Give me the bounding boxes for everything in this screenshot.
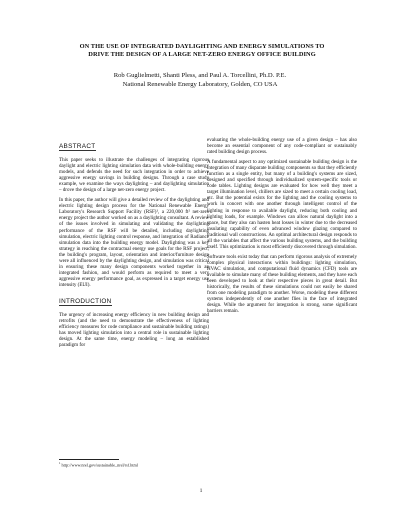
page-number: 1 xyxy=(199,488,203,494)
right-column xyxy=(207,137,357,318)
left-column xyxy=(59,143,209,352)
abstract-heading: ABSTRACT xyxy=(59,143,96,150)
body-paragraph-3: Software tools exist today that can perform rigorous analysis of extremely complex physical interactions within buildings: lighting simulation, HVAC simulation, and computational fluid dynamics (CFD) tools are available to simulate many of these building elements, and they have each been developed to look at their respective pieces in great detail. But historically, the results of these simulations could not easily be shared from one modeling paradigm to another. Worse, modeling these different systems independently of one another flies in the face of integrated design. While the argument for integration is strong, some significant barriers remain. xyxy=(207,253,357,315)
author-names: Rob Guglielmetti, Shanti Pless, and Paul A. Torcellini, Ph.D. P.E. xyxy=(113,72,287,79)
body-paragraph-2: A fundamental aspect to any optimized sustainable building design is the integration of many disparate building components so that they efficiently function as a single entity, but many of a building's systems are sized, designed and specified through individualized system-specific tools or code tables. Lighting designs are evaluated for how well they meet a target illumination level, chillers are sized to meet a certain cooling load, etc. But the potential exists for the lighting and the cooling systems to work in concert with one another through intelligent control of the lighting in response to available daylight, reducing both cooling and lighting loads, for example. Windows can allow natural daylight into a space, but they also can hasten heat losses in winter due to the decreased insulating capability of even advanced window glazing compared to traditional wall constructions. An optimal architectural design responds to all the variables that affect the various building systems, and the building itself. This optimization is most efficiently discovered through simulation. xyxy=(207,159,357,250)
footnote-rule xyxy=(59,459,119,460)
introduction-heading: INTRODUCTION xyxy=(59,297,112,305)
footnote-link[interactable]: http://www.nrel.gov/sustainable_nrel/rsf.html xyxy=(61,462,138,468)
author-affiliation: National Renewable Energy Laboratory, Golden, CO USA xyxy=(122,80,278,88)
title-line-1: ON THE USE OF INTEGRATED DAYLIGHTING AND ENERGY SIMULATIONS TO xyxy=(79,43,325,50)
abstract-paragraph-1: This paper seeks to illustrate the challenges of integrating rigorous daylight and electric lighting simulation data with whole-building energy models, and defends the need for such integration in order to achieve aggressive energy savings in building designs. Through a case study example, we examine the ways daylighting – and daylighting simulation – drove the design of a large net-zero energy project. xyxy=(59,157,209,194)
paper-title xyxy=(52,43,352,58)
abstract-paragraph-2: In this paper, the author will give a detailed review of the daylighting and electric lighting design process for the National Renewable Energy Laboratory's Research Support Facility (RSF)¹, a 220,000 ft² net-zero energy project the author worked on as a daylighting consultant. A review of the issues involved in simulating and validating the daylighting performance of the RSF will be detailed, including daylighting simulation, electric lighting control response, and integration of Radiance simulation data into the building energy model. Daylighting was a key strategy in reaching the contractual energy use goals for the RSF project; the building's program, layout, orientation and interior/furniture design were all influenced by the daylighting design, and simulation was critical in ensuring these many design components worked together in an integrated fashion, and would perform as required to meet a very aggressive energy performance goal, as expressed in a target energy use intensity (EUI). xyxy=(59,197,209,288)
title-line-2: DRIVE THE DESIGN OF A LARGE NET-ZERO ENERGY OFFICE BUILDING xyxy=(88,50,316,58)
author-block xyxy=(40,72,360,89)
footnote-marker: 1 xyxy=(59,461,61,465)
body-paragraph-1: evaluating the whole-building energy use of a given design – has also become an essential component of any code-compliant or sustainably rated building design process. xyxy=(207,137,357,156)
introduction-paragraph-1: The urgency of increasing energy efficiency in new building design and retrofits (and the need to demonstrate the effectiveness of lighting efficiency measures for code compliance and sustainable building ratings) has moved lighting simulation into a central role in sustainable lighting design. At the same time, energy modeling – long an established paradigm for xyxy=(59,311,209,349)
footnote xyxy=(59,461,138,467)
